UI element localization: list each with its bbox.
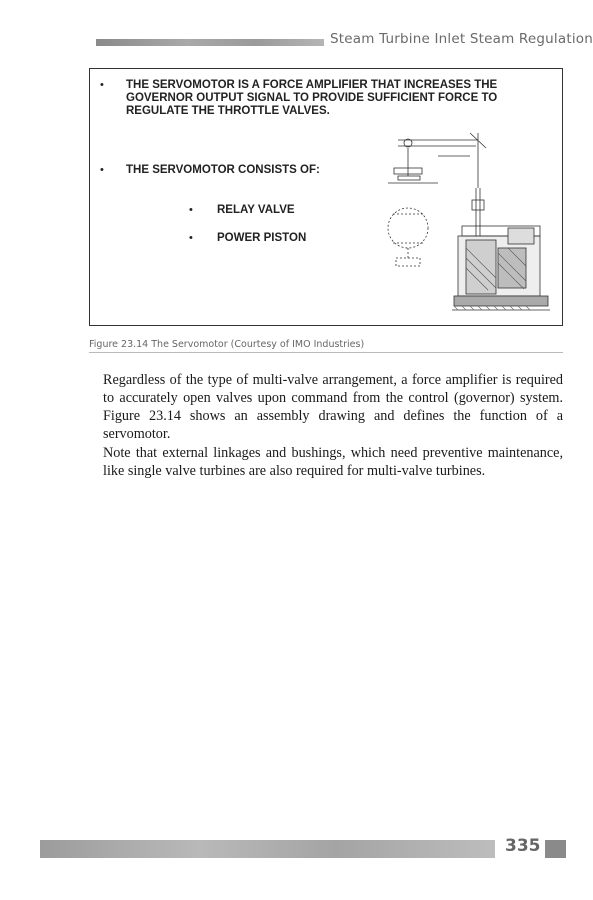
body-paragraph-2: Note that external linkages and bushings, which need preventive maintenance, like single valve turbines are also required for multi-valve turbines.: [103, 445, 563, 479]
running-header-title: Steam Turbine Inlet Steam Regulation: [330, 31, 593, 47]
caption-divider: [89, 352, 563, 353]
figure-bullet-servomotor-consists: THE SERVOMOTOR CONSISTS OF:: [126, 164, 320, 176]
servomotor-assembly-drawing: [358, 128, 558, 324]
figure-caption: Figure 23.14 The Servomotor (Courtesy of IMO Industries): [89, 339, 365, 350]
bullet-marker: •: [100, 79, 104, 91]
header-decorative-bar: [96, 39, 324, 46]
figure-bullet-servomotor-definition: THE SERVOMOTOR IS A FORCE AMPLIFIER THAT INCREASES THE GOVERNOR OUTPUT SIGNAL TO PROVIDE SUFFICIENT FORCE TO REGULATE THE THROTTLE VALVES.: [126, 79, 498, 117]
figure-subbullet-relay-valve: RELAY VALVE: [217, 204, 295, 216]
figure-subbullet-power-piston: POWER PISTON: [217, 232, 307, 244]
body-paragraph-1: Regardless of the type of multi-valve arrangement, a force amplifier is required to accurately open valves upon command from the control (governor) system. Figure 23.14 shows an assembly drawing and defines the function of a servomotor.: [103, 372, 563, 442]
sub-bullet-marker: •: [189, 232, 193, 244]
footer-end-block: [545, 840, 566, 858]
footer-decorative-bar: [40, 840, 495, 858]
bullet-marker: •: [100, 164, 104, 176]
page-number: 335: [505, 836, 541, 856]
sub-bullet-marker: •: [189, 204, 193, 216]
